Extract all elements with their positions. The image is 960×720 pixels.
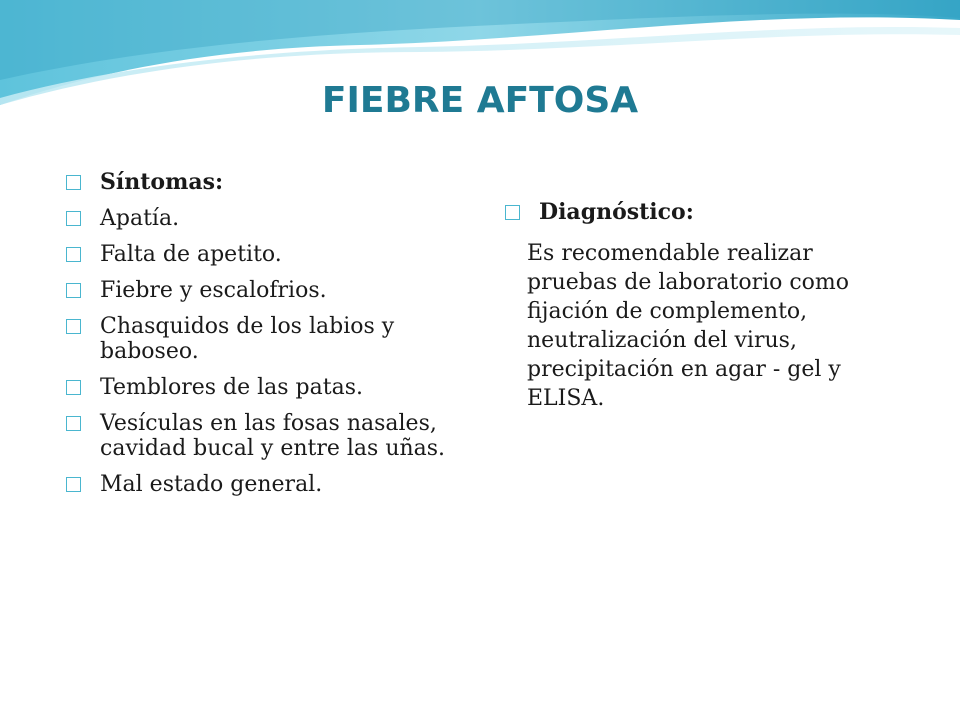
list-item-label: Temblores de las patas. [100,375,364,400]
square-bullet-icon [66,380,81,395]
list-item [66,278,466,303]
list-item [66,411,466,461]
list-item [66,472,466,497]
square-bullet-icon [505,205,520,220]
list-item-label: Síntomas: [100,169,224,195]
list-item-symptoms-heading [66,170,466,195]
square-bullet-icon [66,283,81,298]
symptoms-list [66,170,466,508]
list-item-label: Mal estado general. [100,472,323,497]
square-bullet-icon [66,175,81,190]
list-item-label: Vesículas en las fosas nasales, cavidad bucal y entre las uñas. [100,411,446,461]
list-item-label: Chasquidos de los labios y baboseo. [100,314,395,364]
diagnosis-heading [505,200,885,225]
list-item [66,375,466,400]
diagnosis-heading-label: Diagnóstico: [539,199,694,225]
list-item-label: Fiebre y escalofrios. [100,278,327,303]
slide-title: FIEBRE AFTOSA [321,80,639,121]
square-bullet-icon [66,247,81,262]
list-item-label: Apatía. [100,206,180,231]
square-bullet-icon [66,416,81,431]
square-bullet-icon [66,211,81,226]
list-item [66,242,466,267]
square-bullet-icon [66,319,81,334]
diagnosis-section [505,200,885,413]
list-item-label: Falta de apetito. [100,242,282,267]
list-item [66,314,466,364]
diagnosis-paragraph: Es recomendable realizar pruebas de laboratorio como fijación de complemento, neutralización del virus, precipitación en agar - gel y ELISA. [527,241,850,411]
list-item [66,206,466,231]
square-bullet-icon [66,477,81,492]
